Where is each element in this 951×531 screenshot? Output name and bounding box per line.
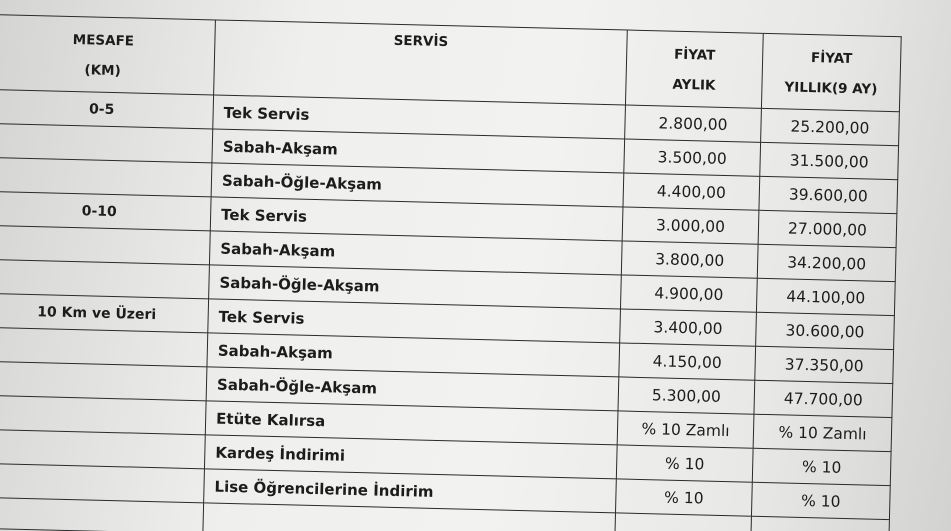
yearly-price-cell: 44.100,00 [756, 278, 895, 315]
header-monthly-price [625, 30, 763, 108]
header-distance [0, 15, 215, 95]
service-cell: Tek Servis [210, 197, 623, 241]
yearly-price-cell: 34.200,00 [757, 244, 896, 281]
monthly-price-cell: % 10 Zamlı [617, 411, 754, 448]
yearly-price-cell: 31.500,00 [760, 142, 899, 179]
monthly-price-cell: 3.500,00 [624, 139, 761, 176]
distance-cell [0, 429, 205, 468]
service-cell: Lise Öğrencilerine İndirim [204, 469, 617, 513]
service-cell: Tek Servis [213, 95, 626, 139]
header-service: SERVİS [214, 20, 628, 105]
monthly-price-cell: 3.800,00 [621, 241, 758, 278]
header-distance-line2: (KM) [84, 62, 121, 80]
distance-cell [0, 497, 204, 531]
service-cell: Tek Servis [208, 299, 621, 343]
service-cell: Sabah-Öğle-Akşam [209, 265, 622, 309]
monthly-price-cell: 5.300,00 [618, 377, 755, 414]
header-distance-line1: MESAFE [72, 31, 135, 50]
yearly-price-cell: 47.700,00 [754, 380, 893, 417]
service-cell: Sabah-Akşam [207, 333, 620, 377]
distance-cell: 10 Km ve Üzeri [0, 293, 209, 332]
yearly-price-cell: 39.600,00 [759, 176, 898, 213]
monthly-price-cell: 3.000,00 [622, 207, 759, 244]
yearly-price-cell: 37.350,00 [755, 346, 894, 383]
monthly-price-cell: 4.150,00 [619, 343, 756, 380]
yearly-price-cell: 25.200,00 [761, 108, 900, 145]
service-cell: Sabah-Akşam [209, 231, 622, 275]
monthly-price-cell: % 10 [615, 479, 752, 516]
monthly-price-cell: 4.400,00 [623, 173, 760, 210]
distance-cell [0, 225, 210, 264]
service-cell: Sabah-Öğle-Akşam [206, 367, 619, 411]
service-cell: Kardeş İndirimi [204, 435, 617, 479]
header-yearly: YILLIK(9 AY) [784, 79, 878, 98]
header-monthly: AYLIK [672, 76, 716, 94]
price-sheet [0, 14, 951, 531]
distance-cell [0, 361, 207, 400]
distance-cell [0, 327, 208, 366]
distance-cell: 0-5 [0, 89, 214, 128]
yearly-price-cell: % 10 Zamlı [753, 414, 892, 451]
monthly-price-cell: 3.400,00 [620, 309, 757, 346]
header-price-label: FİYAT [673, 46, 716, 64]
distance-cell [0, 259, 209, 298]
monthly-price-cell: 2.800,00 [625, 105, 762, 142]
yearly-price-cell: 27.000,00 [758, 210, 897, 247]
service-cell: Etüte Kalırsa [205, 401, 618, 445]
yearly-price-cell: % 10 [752, 448, 891, 485]
yearly-price-cell [751, 516, 890, 531]
header-price-label: FİYAT [810, 50, 853, 68]
price-table [0, 14, 902, 531]
service-cell: Sabah-Akşam [212, 129, 625, 173]
distance-cell [0, 157, 212, 196]
distance-cell [0, 395, 206, 434]
distance-cell [0, 463, 204, 502]
yearly-price-cell: % 10 [751, 482, 890, 519]
distance-cell: 0-10 [0, 191, 211, 230]
distance-cell [0, 123, 213, 162]
monthly-price-cell: 4.900,00 [620, 275, 757, 312]
yearly-price-cell: 30.600,00 [756, 312, 895, 349]
header-yearly-price [761, 33, 901, 111]
monthly-price-cell [615, 513, 752, 531]
service-cell: Sabah-Öğle-Akşam [211, 163, 624, 207]
monthly-price-cell: % 10 [616, 445, 753, 482]
